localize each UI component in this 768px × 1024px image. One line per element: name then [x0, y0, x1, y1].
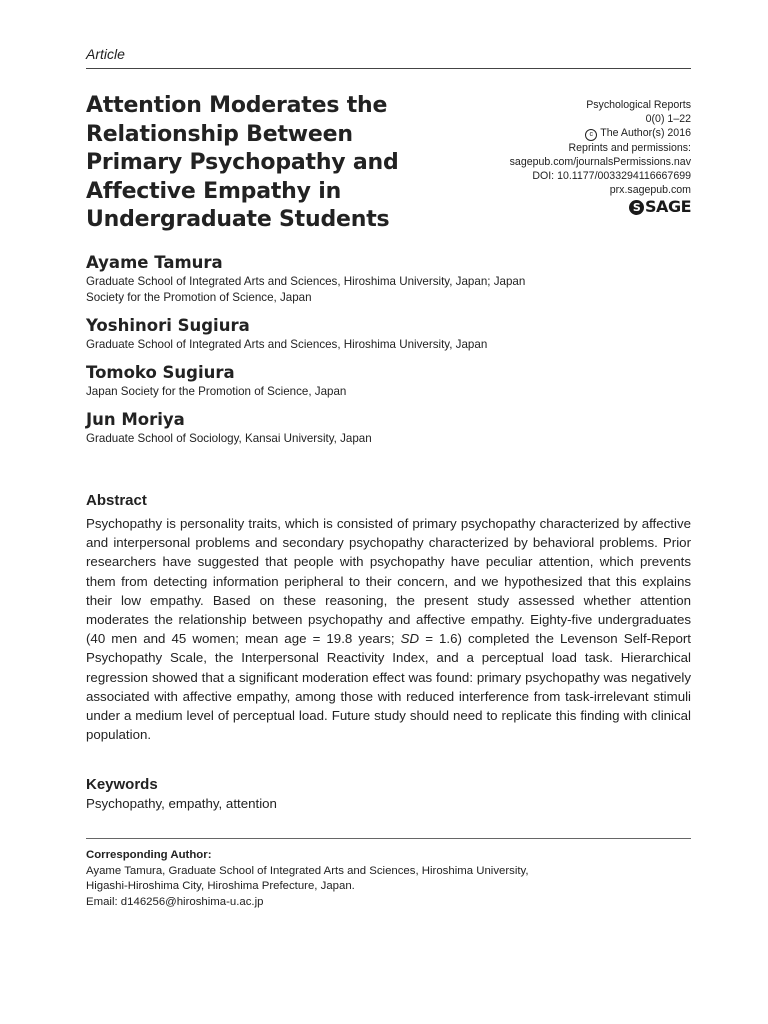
title-line: Affective Empathy in	[86, 178, 342, 204]
author-name: Yoshinori Sugiura	[86, 316, 250, 335]
journal-name: Psychological Reports	[586, 99, 691, 111]
copyright-line	[431, 126, 691, 141]
author-block	[86, 362, 606, 400]
author-name: Tomoko Sugiura	[86, 363, 235, 382]
author-block	[86, 409, 606, 447]
author-affiliation: Graduate School of Integrated Arts and Sciences, Hiroshima University, Japan; Japan	[86, 275, 526, 288]
header-rule	[86, 68, 691, 69]
title-line: Attention Moderates the	[86, 93, 388, 118]
author-block	[86, 315, 606, 353]
abstract-text-part: = 1.6) completed the Levenson Self-Report Psychopathy Scale, the Interpersonal Reactivity Index, and a perceptual load task. Hierarchical regression showed that a significant moderation effect was found: primary psychopathy was negatively associated with affective empathy, among those with reduced interference from task-irrelevant stimuli under a medium level of perceptual load. Future study should need to replicate this finding with clinical population.	[86, 631, 691, 743]
reprints-text: Reprints and permissions:	[568, 142, 691, 155]
title-line: Relationship Between	[86, 121, 353, 147]
article-type-label: Article	[86, 46, 125, 62]
corresponding-line: Ayame Tamura, Graduate School of Integrated Arts and Sciences, Hiroshima University,	[86, 864, 529, 877]
corresponding-heading: Corresponding Author:	[86, 849, 212, 861]
author-affiliation: Japan Society for the Promotion of Science, Japan	[86, 385, 347, 398]
doi-text[interactable]: DOI: 10.1177/0033294116667699	[532, 170, 691, 183]
paper-title	[86, 92, 486, 235]
footnote-rule	[86, 838, 691, 839]
author-affiliation: Society for the Promotion of Science, Japan	[86, 291, 312, 304]
copyright-text: The Author(s) 2016	[600, 127, 691, 140]
journal-info	[431, 98, 691, 215]
journal-site-link[interactable]: prx.sagepub.com	[609, 184, 691, 197]
author-name: Jun Moriya	[86, 410, 185, 429]
permissions-link[interactable]: sagepub.com/journalsPermissions.nav	[509, 156, 691, 169]
author-name: Ayame Tamura	[86, 253, 223, 272]
sd-label: SD	[400, 631, 420, 647]
author-affiliation: Graduate School of Sociology, Kansai University, Japan	[86, 432, 372, 445]
abstract-text-part: Psychopathy is personality traits, which is consisted of primary psychopathy characterized by affective and interpersonal problems and secondary psychopathy characterized by behavioral problems. Prior researchers have suggested that people with psychopathy have peculiar attention, which prevents them from detecting information peripheral to their concern, and we hypothesized that this explains their low empathy. Based on these reasoning, the present study assessed whether attention moderates the relationship between psychopathy and affective empathy. Eighty-five undergraduates (40 men and 45 women; mean age = 19.8 years;	[86, 516, 691, 647]
corresponding-email[interactable]: Email: d146256@hiroshima-u.ac.jp	[86, 895, 264, 908]
abstract-heading: Abstract	[86, 492, 147, 509]
corresponding-author	[86, 848, 691, 910]
keywords-heading: Keywords	[86, 776, 158, 793]
journal-volume: 0(0) 1–22	[645, 113, 691, 126]
corresponding-line: Higashi-Hiroshima City, Hiroshima Prefecture, Japan.	[86, 880, 355, 893]
author-affiliation: Graduate School of Integrated Arts and Sciences, Hiroshima University, Japan	[86, 338, 488, 351]
copyright-icon: c	[585, 129, 597, 141]
title-line: Undergraduate Students	[86, 207, 390, 232]
sage-logo-icon: S	[629, 200, 644, 215]
abstract-text	[86, 514, 691, 744]
sage-logo	[431, 197, 691, 217]
author-block	[86, 252, 606, 306]
title-line: Primary Psychopathy and	[86, 150, 399, 175]
keywords-text: Psychopathy, empathy, attention	[86, 796, 277, 811]
sage-logo-text: SAGE	[645, 197, 691, 217]
